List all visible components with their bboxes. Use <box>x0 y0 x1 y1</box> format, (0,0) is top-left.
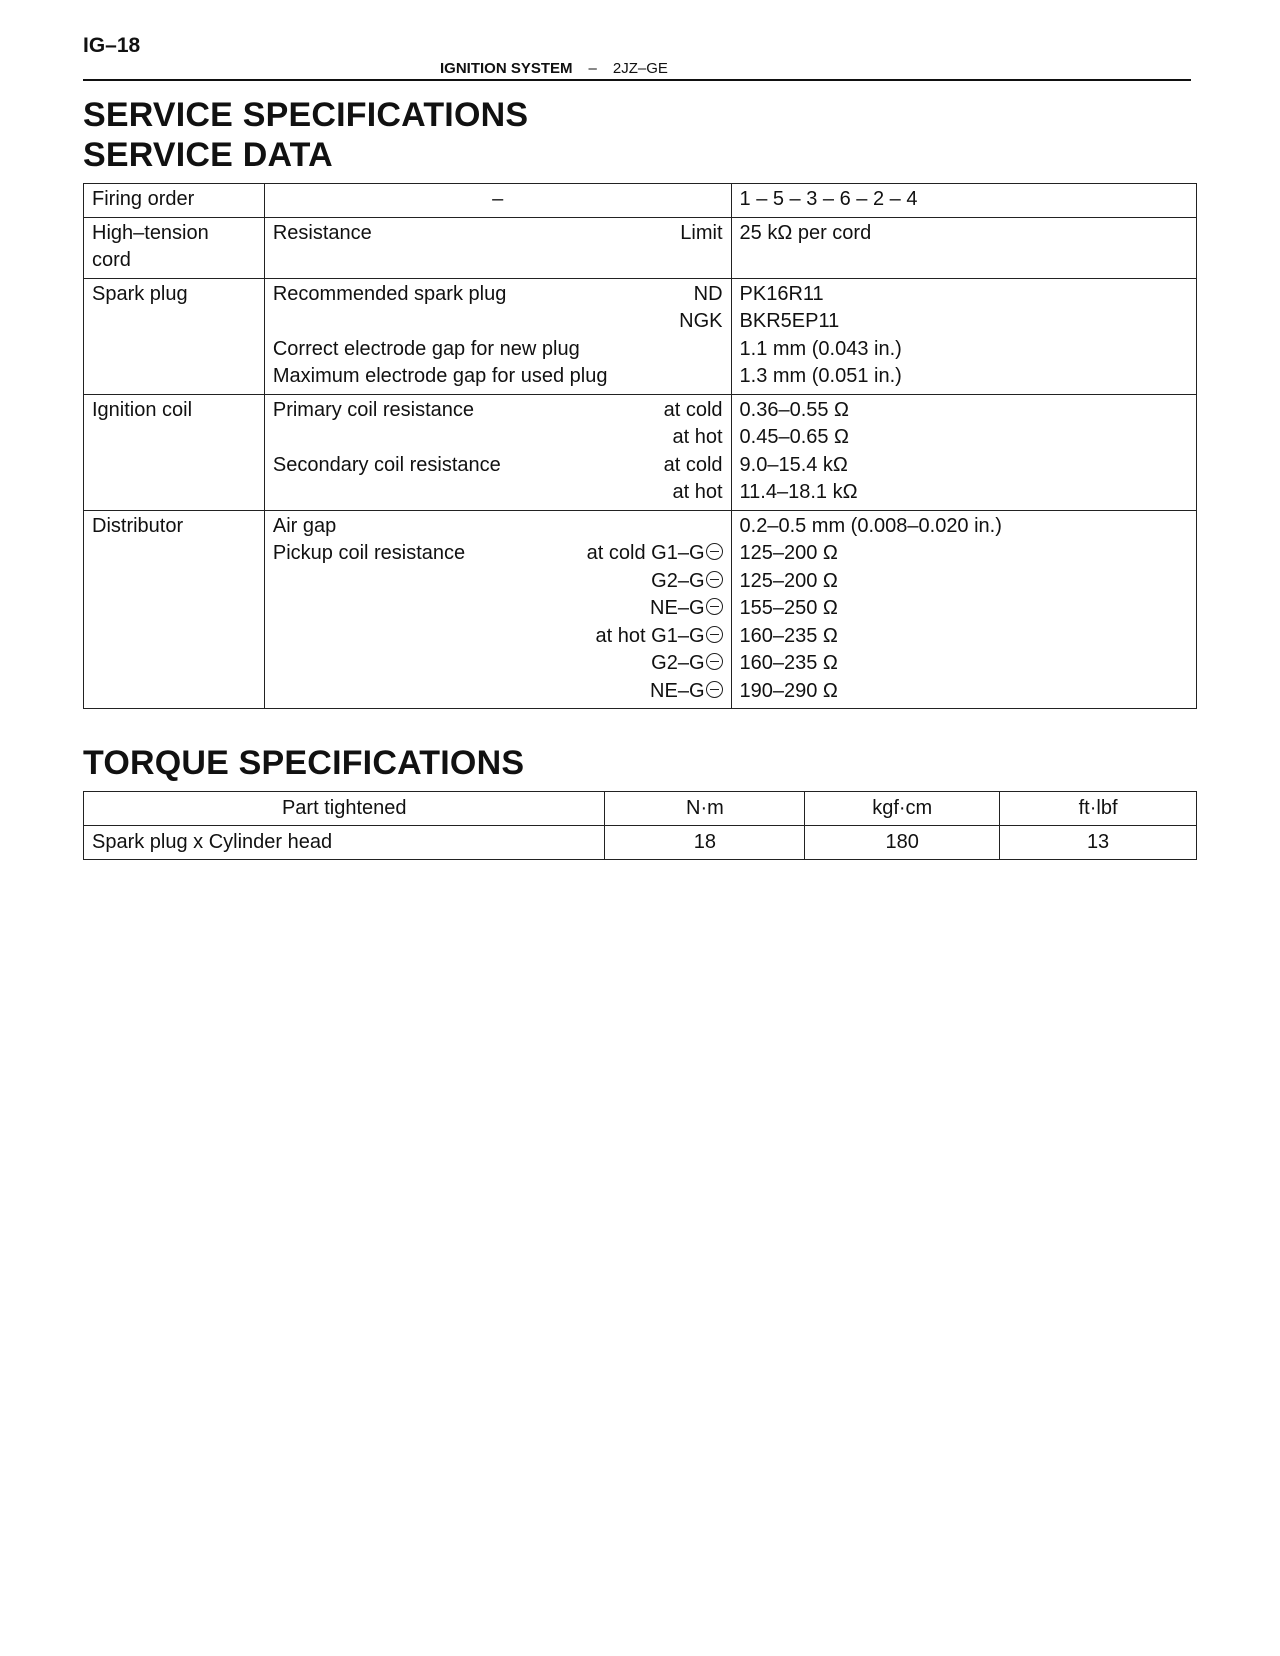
spec-condition <box>596 623 723 651</box>
spec-label: Air gap <box>272 514 337 537</box>
spec-condition: ND <box>693 282 723 305</box>
spec-value: 160–235 Ω <box>739 624 838 647</box>
spec-value: PK16R11 <box>739 282 824 305</box>
spec-label: Secondary coil resistance <box>272 453 501 476</box>
system-name: IGNITION SYSTEM <box>440 60 573 77</box>
spec-condition: at hot <box>672 426 723 448</box>
spec-condition: at cold <box>663 398 723 421</box>
spec-cell <box>264 278 731 394</box>
header-separator: – <box>588 60 597 77</box>
spec-value: BKR5EP11 <box>739 310 840 332</box>
table-row-distributor <box>84 510 1197 709</box>
spec-value: 1.3 mm (0.051 in.) <box>739 365 902 387</box>
engine-code: 2JZ–GE <box>612 60 668 77</box>
column-header-nm: N·m <box>605 792 805 826</box>
condition-cell: – <box>264 184 731 218</box>
section-title-torque-specifications: TORQUE SPECIFICATIONS <box>83 744 525 782</box>
running-header <box>440 60 668 77</box>
value-cell: 25 kΩ per cord <box>731 217 1196 278</box>
section-title-service-data: SERVICE DATA <box>83 136 333 174</box>
table-row-spark-plug <box>84 278 1197 394</box>
spec-condition <box>587 540 723 568</box>
terminal-label: NE–G <box>650 597 705 619</box>
ground-minus-icon <box>706 626 723 643</box>
spec-label: Resistance <box>272 221 372 244</box>
spec-value: 11.4–18.1 kΩ <box>739 481 858 503</box>
spec-condition: at hot <box>672 481 723 503</box>
spec-value: 155–250 Ω <box>739 597 838 619</box>
value-cell <box>731 394 1196 510</box>
table-header-row <box>84 792 1197 826</box>
terminal-label: G2–G <box>651 652 705 674</box>
spec-value: 1.1 mm (0.043 in.) <box>739 337 902 360</box>
ground-minus-icon <box>706 653 723 670</box>
spec-label: Maximum electrode gap for used plug <box>272 365 608 387</box>
spec-label: Primary coil resistance <box>272 398 475 421</box>
spec-value: 9.0–15.4 kΩ <box>739 453 848 476</box>
item-cell: Ignition coil <box>84 394 265 510</box>
column-header-kgfcm: kgf·cm <box>805 792 1000 826</box>
item-line: High–tension <box>92 221 209 244</box>
spec-condition: NGK <box>679 310 723 332</box>
table-row-firing-order <box>84 184 1197 218</box>
spec-value: 0.45–0.65 Ω <box>739 426 849 448</box>
nm-cell: 18 <box>605 826 805 860</box>
spec-value: 160–235 Ω <box>739 652 838 674</box>
header-rule <box>83 79 1191 81</box>
part-cell: Spark plug x Cylinder head <box>84 826 605 860</box>
spec-condition: at cold <box>663 453 723 476</box>
spec-value: 0.36–0.55 Ω <box>739 398 849 421</box>
spec-condition <box>650 595 722 623</box>
table-row-high-tension-cord <box>84 217 1197 278</box>
torque-specifications-table <box>83 791 1197 860</box>
column-header-part: Part tightened <box>84 792 605 826</box>
value-cell: 1 – 5 – 3 – 6 – 2 – 4 <box>731 184 1196 218</box>
spec-condition <box>651 650 722 678</box>
item-cell: Distributor <box>84 510 265 709</box>
page-number: IG–18 <box>83 34 141 57</box>
spec-condition <box>651 568 722 596</box>
spec-value: 125–200 Ω <box>739 542 838 564</box>
spec-cell <box>264 217 731 278</box>
item-cell <box>84 217 265 278</box>
table-row-ignition-coil <box>84 394 1197 510</box>
spec-value: 125–200 Ω <box>739 569 838 592</box>
spec-condition <box>650 678 722 706</box>
ground-minus-icon <box>706 598 723 615</box>
terminal-label: at hot G1–G <box>595 624 705 647</box>
terminal-label: NE–G <box>650 679 705 702</box>
table-row <box>84 826 1197 860</box>
spec-label: Recommended spark plug <box>272 282 507 305</box>
spec-label: Pickup coil resistance <box>272 542 466 564</box>
ground-minus-icon <box>706 543 723 560</box>
ftlbf-cell: 13 <box>1000 826 1197 860</box>
value-cell <box>731 278 1196 394</box>
ground-minus-icon <box>706 571 723 588</box>
item-cell: Spark plug <box>84 278 265 394</box>
item-cell: Firing order <box>84 184 265 218</box>
spec-value: 0.2–0.5 mm (0.008–0.020 in.) <box>739 514 1002 537</box>
column-header-ftlbf: ft·lbf <box>1000 792 1197 826</box>
kgfcm-cell: 180 <box>805 826 1000 860</box>
service-data-table <box>83 183 1197 709</box>
terminal-label: at cold G1–G <box>586 542 705 564</box>
ground-minus-icon <box>706 681 723 698</box>
spec-condition: Limit <box>680 221 723 244</box>
value-cell <box>731 510 1196 709</box>
spec-cell <box>264 394 731 510</box>
spec-label: Correct electrode gap for new plug <box>272 337 580 360</box>
item-line: cord <box>92 249 131 271</box>
section-title-service-specifications: SERVICE SPECIFICATIONS <box>83 96 529 134</box>
spec-cell <box>264 510 731 709</box>
spec-value: 190–290 Ω <box>739 679 838 702</box>
terminal-label: G2–G <box>651 569 705 592</box>
